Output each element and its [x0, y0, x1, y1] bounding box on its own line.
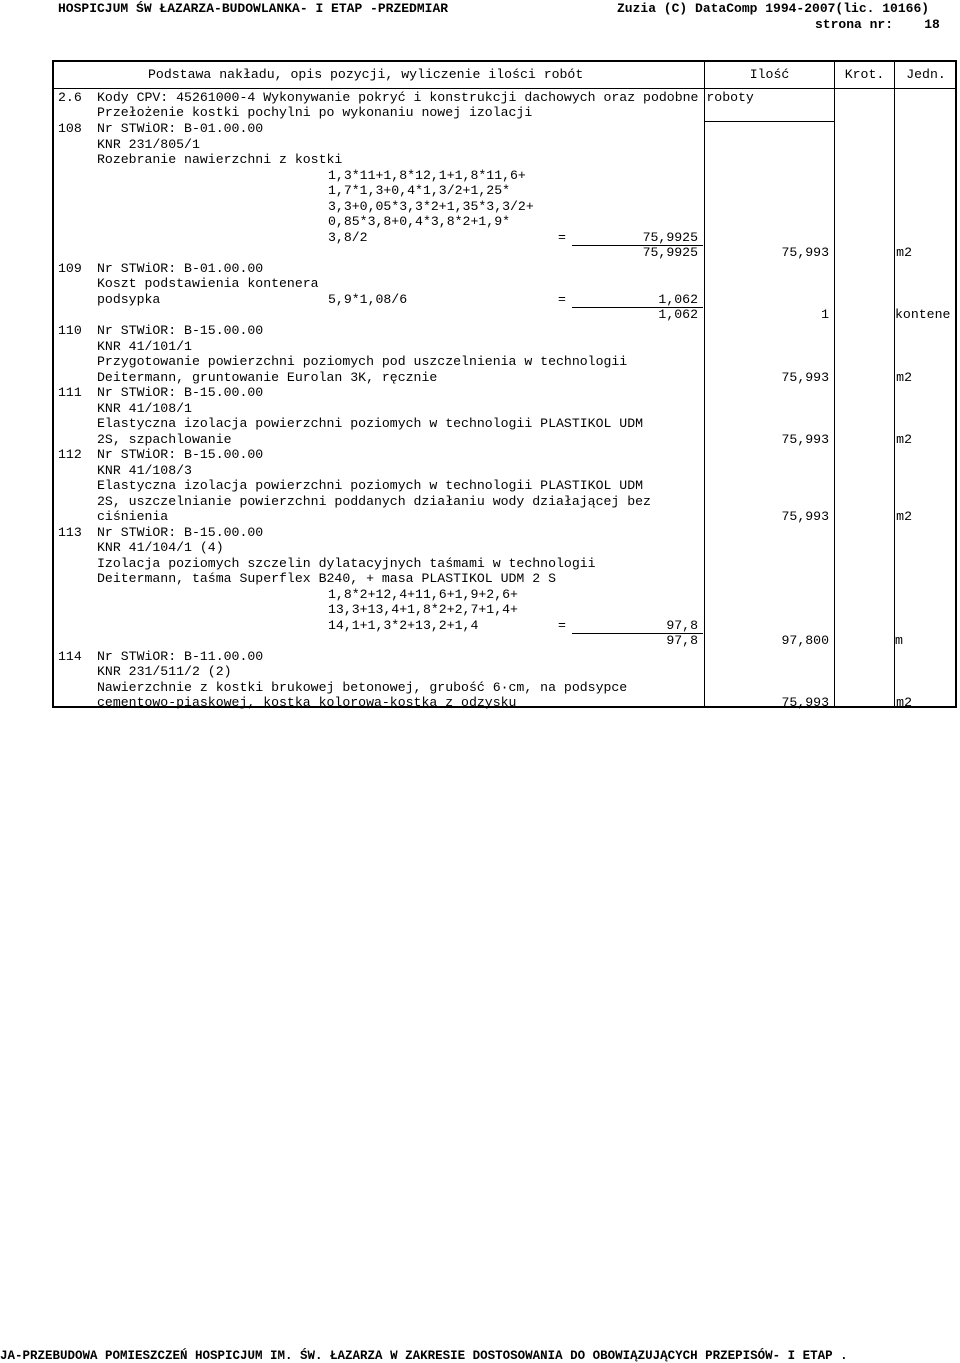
spec-reference: Nr STWiOR: B-01.00.00	[97, 121, 264, 136]
item-description: Nawierzchnie z kostki brukowej betonowej, grubość 6·cm, na podsypce	[97, 680, 628, 695]
spec-reference: Nr STWiOR: B-15.00.00	[97, 447, 264, 462]
item-number: 111	[58, 385, 82, 400]
knr-code: KNR 231/805/1	[97, 137, 200, 152]
quantity-value: 1	[821, 307, 829, 322]
equals-sign: =	[558, 230, 566, 245]
spec-reference: Nr STWiOR: B-01.00.00	[97, 261, 264, 276]
column-divider	[834, 62, 835, 708]
formula-line: 5,9*1,08/6	[328, 292, 408, 307]
formula-line: 14,1+1,3*2+13,2+1,4	[328, 618, 479, 633]
item-description: Deitermann, taśma Superflex B240, + masa PLASTIKOL UDM 2 S	[97, 571, 556, 586]
section-code: 2.6	[58, 90, 82, 105]
equals-sign: =	[558, 292, 566, 307]
knr-code: KNR 41/101/1	[97, 339, 192, 354]
calc-sum: 1,062	[658, 307, 698, 322]
knr-code: KNR 41/108/3	[97, 463, 192, 478]
estimate-table	[52, 60, 957, 708]
software-credit: Zuzia (C) DataComp 1994-2007(lic. 10166)	[617, 1, 930, 16]
document-footer: JA-PRZEBUDOWA POMIESZCZEŃ HOSPICJUM IM. ŚW. ŁAZARZA W ZAKRESIE DOSTOSOWANIA DO OBOWIĄZUJĄCYCH PRZEPISÓW- I ETAP .	[0, 1349, 848, 1363]
item-description: 2S, szpachlowanie	[97, 432, 232, 447]
spec-reference: Nr STWiOR: B-15.00.00	[97, 385, 264, 400]
header-divider	[54, 88, 957, 89]
item-number: 113	[58, 525, 82, 540]
column-header-unit: Jedn.	[906, 67, 946, 82]
document-header-title: HOSPICJUM ŚW ŁAZARZA-BUDOWLANKA- I ETAP -PRZEDMIAR	[58, 1, 449, 16]
calc-result: 75,9925	[642, 230, 698, 245]
unit-value: m2	[896, 509, 912, 524]
calc-sum: 75,9925	[642, 245, 698, 260]
quantity-value: 75,993	[781, 245, 829, 260]
quantity-value: 75,993	[781, 432, 829, 447]
item-description: Izolacja poziomych szczelin dylatacyjnych taśmami w technologii	[97, 556, 596, 571]
formula-line: 1,8*2+12,4+11,6+1,9+2,6+	[328, 587, 518, 602]
item-description: Przygotowanie powierzchni poziomych pod uszczelnienia w technologii	[97, 354, 628, 369]
unit-value: m2	[896, 370, 912, 385]
item-number: 110	[58, 323, 82, 338]
section-subtitle: Przełożenie kostki pochylni po wykonaniu nowej izolacji	[97, 105, 533, 120]
item-description: Elastyczna izolacja powierzchni poziomych w technologii PLASTIKOL UDM	[97, 478, 644, 493]
item-description: 2S, uszczelnianie powierzchni poddanych działaniu wody działającej bez	[97, 494, 651, 509]
row-divider	[704, 121, 834, 122]
unit-value: m	[895, 633, 903, 648]
unit-value: m2	[896, 432, 912, 447]
item-description: Rozebranie nawierzchni z kostki	[97, 152, 343, 167]
column-header-quantity: Ilość	[749, 67, 790, 82]
quantity-value: 75,993	[781, 370, 829, 385]
section-title: Kody CPV: 45261000-4 Wykonywanie pokryć i konstrukcji dachowych oraz podobne roboty	[97, 90, 754, 105]
formula-line: 13,3+13,4+1,8*2+2,7+1,4+	[328, 602, 518, 617]
unit-value: m2	[896, 245, 912, 260]
item-description: Koszt podstawienia kontenera	[97, 276, 319, 291]
spec-reference: Nr STWiOR: B-11.00.00	[97, 649, 264, 664]
quantity-value: 75,993	[781, 509, 829, 524]
knr-code: KNR 231/511/2 (2)	[97, 664, 232, 679]
equals-sign: =	[558, 618, 566, 633]
knr-code: KNR 41/108/1	[97, 401, 192, 416]
formula-label: podsypka	[97, 292, 161, 307]
item-description: ciśnienia	[97, 509, 169, 524]
item-description: Deitermann, gruntowanie Eurolan 3K, ręcznie	[97, 370, 438, 385]
spec-reference: Nr STWiOR: B-15.00.00	[97, 323, 264, 338]
knr-code: KNR 41/104/1 (4)	[97, 540, 224, 555]
quantity-value: 75,993	[781, 695, 829, 710]
calc-sum: 97,8	[666, 633, 698, 648]
formula-line: 1,3*11+1,8*12,1+1,8*11,6+	[328, 168, 526, 183]
column-header-description: Podstawa nakładu, opis pozycji, wyliczenie ilości robót	[148, 67, 584, 82]
page-number: 18	[924, 17, 940, 32]
formula-line: 3,8/2	[328, 230, 368, 245]
item-description: Elastyczna izolacja powierzchni poziomych w technologii PLASTIKOL UDM	[97, 416, 644, 431]
quantity-value: 97,800	[781, 633, 829, 648]
formula-line: 1,7*1,3+0,4*1,3/2+1,25*	[328, 183, 511, 198]
spec-reference: Nr STWiOR: B-15.00.00	[97, 525, 264, 540]
formula-line: 3,3+0,05*3,3*2+1,35*3,3/2+	[328, 199, 534, 214]
page-number-line	[815, 17, 940, 32]
calc-result: 1,062	[658, 292, 698, 307]
formula-line: 0,85*3,8+0,4*3,8*2+1,9*	[328, 214, 511, 229]
page-label: strona nr:	[815, 17, 894, 32]
column-header-unit-price: Krot.	[844, 67, 885, 82]
item-number: 108	[58, 121, 82, 136]
item-number: 109	[58, 261, 82, 276]
item-description: cementowo-piaskowej, kostka kolorowa-kostka z odzysku	[97, 695, 517, 710]
calc-result: 97,8	[666, 618, 698, 633]
unit-value: m2	[896, 695, 912, 710]
item-number: 114	[58, 649, 82, 664]
unit-value: kontene	[895, 307, 951, 322]
item-number: 112	[58, 447, 82, 462]
